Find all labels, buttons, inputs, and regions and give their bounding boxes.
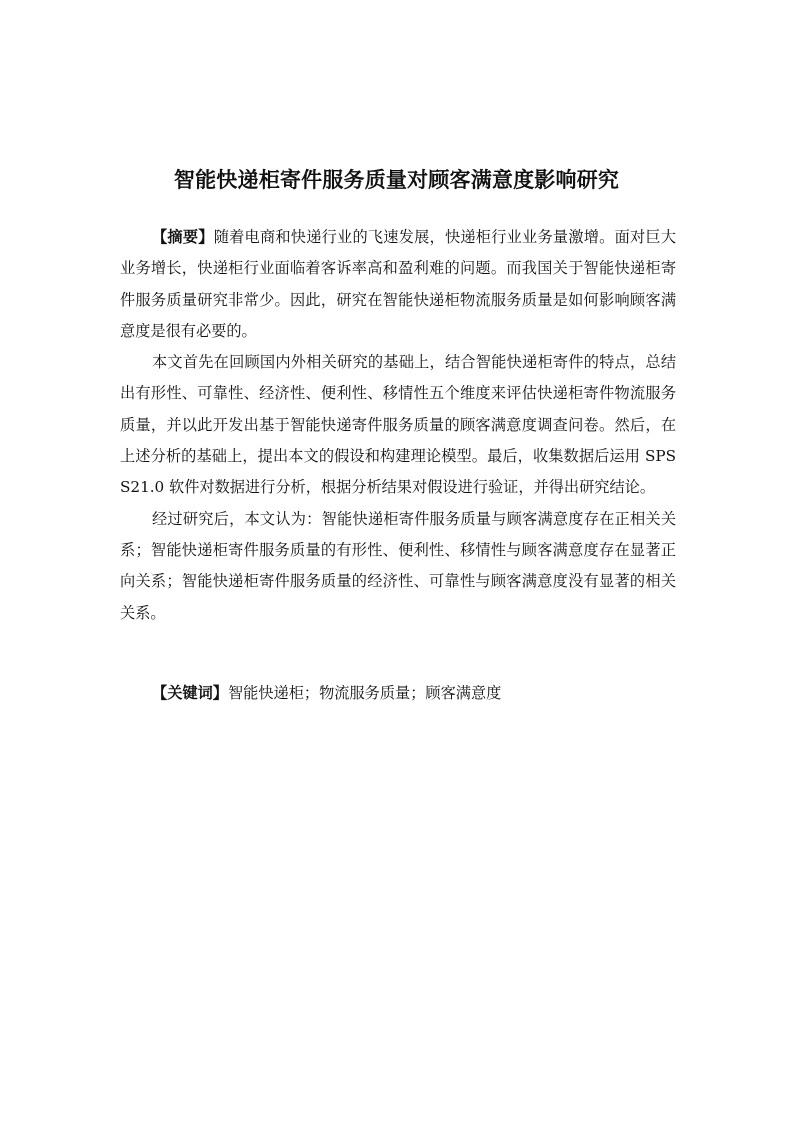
abstract-section — [120, 222, 676, 629]
keywords-text: 智能快递柜；物流服务质量；顾客满意度 — [227, 684, 502, 702]
keywords-line — [120, 678, 676, 709]
abstract-label: 【摘要】 — [152, 228, 214, 246]
abstract-paragraph-1-text: 随着电商和快递行业的飞速发展，快递柜行业业务量激增。面对巨大业务增长，快递柜行业面临着客诉率高和盈利难的问题。而我国关于智能快递柜寄件服务质量研究非常少。因此，研究在智能快递柜物流服务质量是如何影响顾客满意度是很有必要的。 — [120, 228, 677, 340]
abstract-paragraph-2: 本文首先在回顾国内外相关研究的基础上，结合智能快递柜寄件的特点，总结出有形性、可靠性、经济性、便利性、移情性五个维度来评估快递柜寄件物流服务质量，并以此开发出基于智能快递寄件服务质量的顾客满意度调查问卷。然后，在上述分析的基础上，提出本文的假设和构建理论模型。最后，收集数据后运用 SPSS21.0 软件对数据进行分析，根据分析结果对假设进行验证，并得出研究结论。 — [120, 353, 676, 497]
keywords-label: 【关键词】 — [152, 684, 228, 702]
document-title: 智能快递柜寄件服务质量对顾客满意度影响研究 — [173, 168, 620, 192]
abstract-paragraph-1 — [120, 222, 676, 347]
abstract-paragraph-3: 经过研究后，本文认为：智能快递柜寄件服务质量与顾客满意度存在正相关关系；智能快递柜寄件服务质量的有形性、便利性、移情性与顾客满意度存在显著正向关系；智能快递柜寄件服务质量的经济性、可靠性与顾客满意度没有显著的相关关系。 — [120, 509, 676, 622]
